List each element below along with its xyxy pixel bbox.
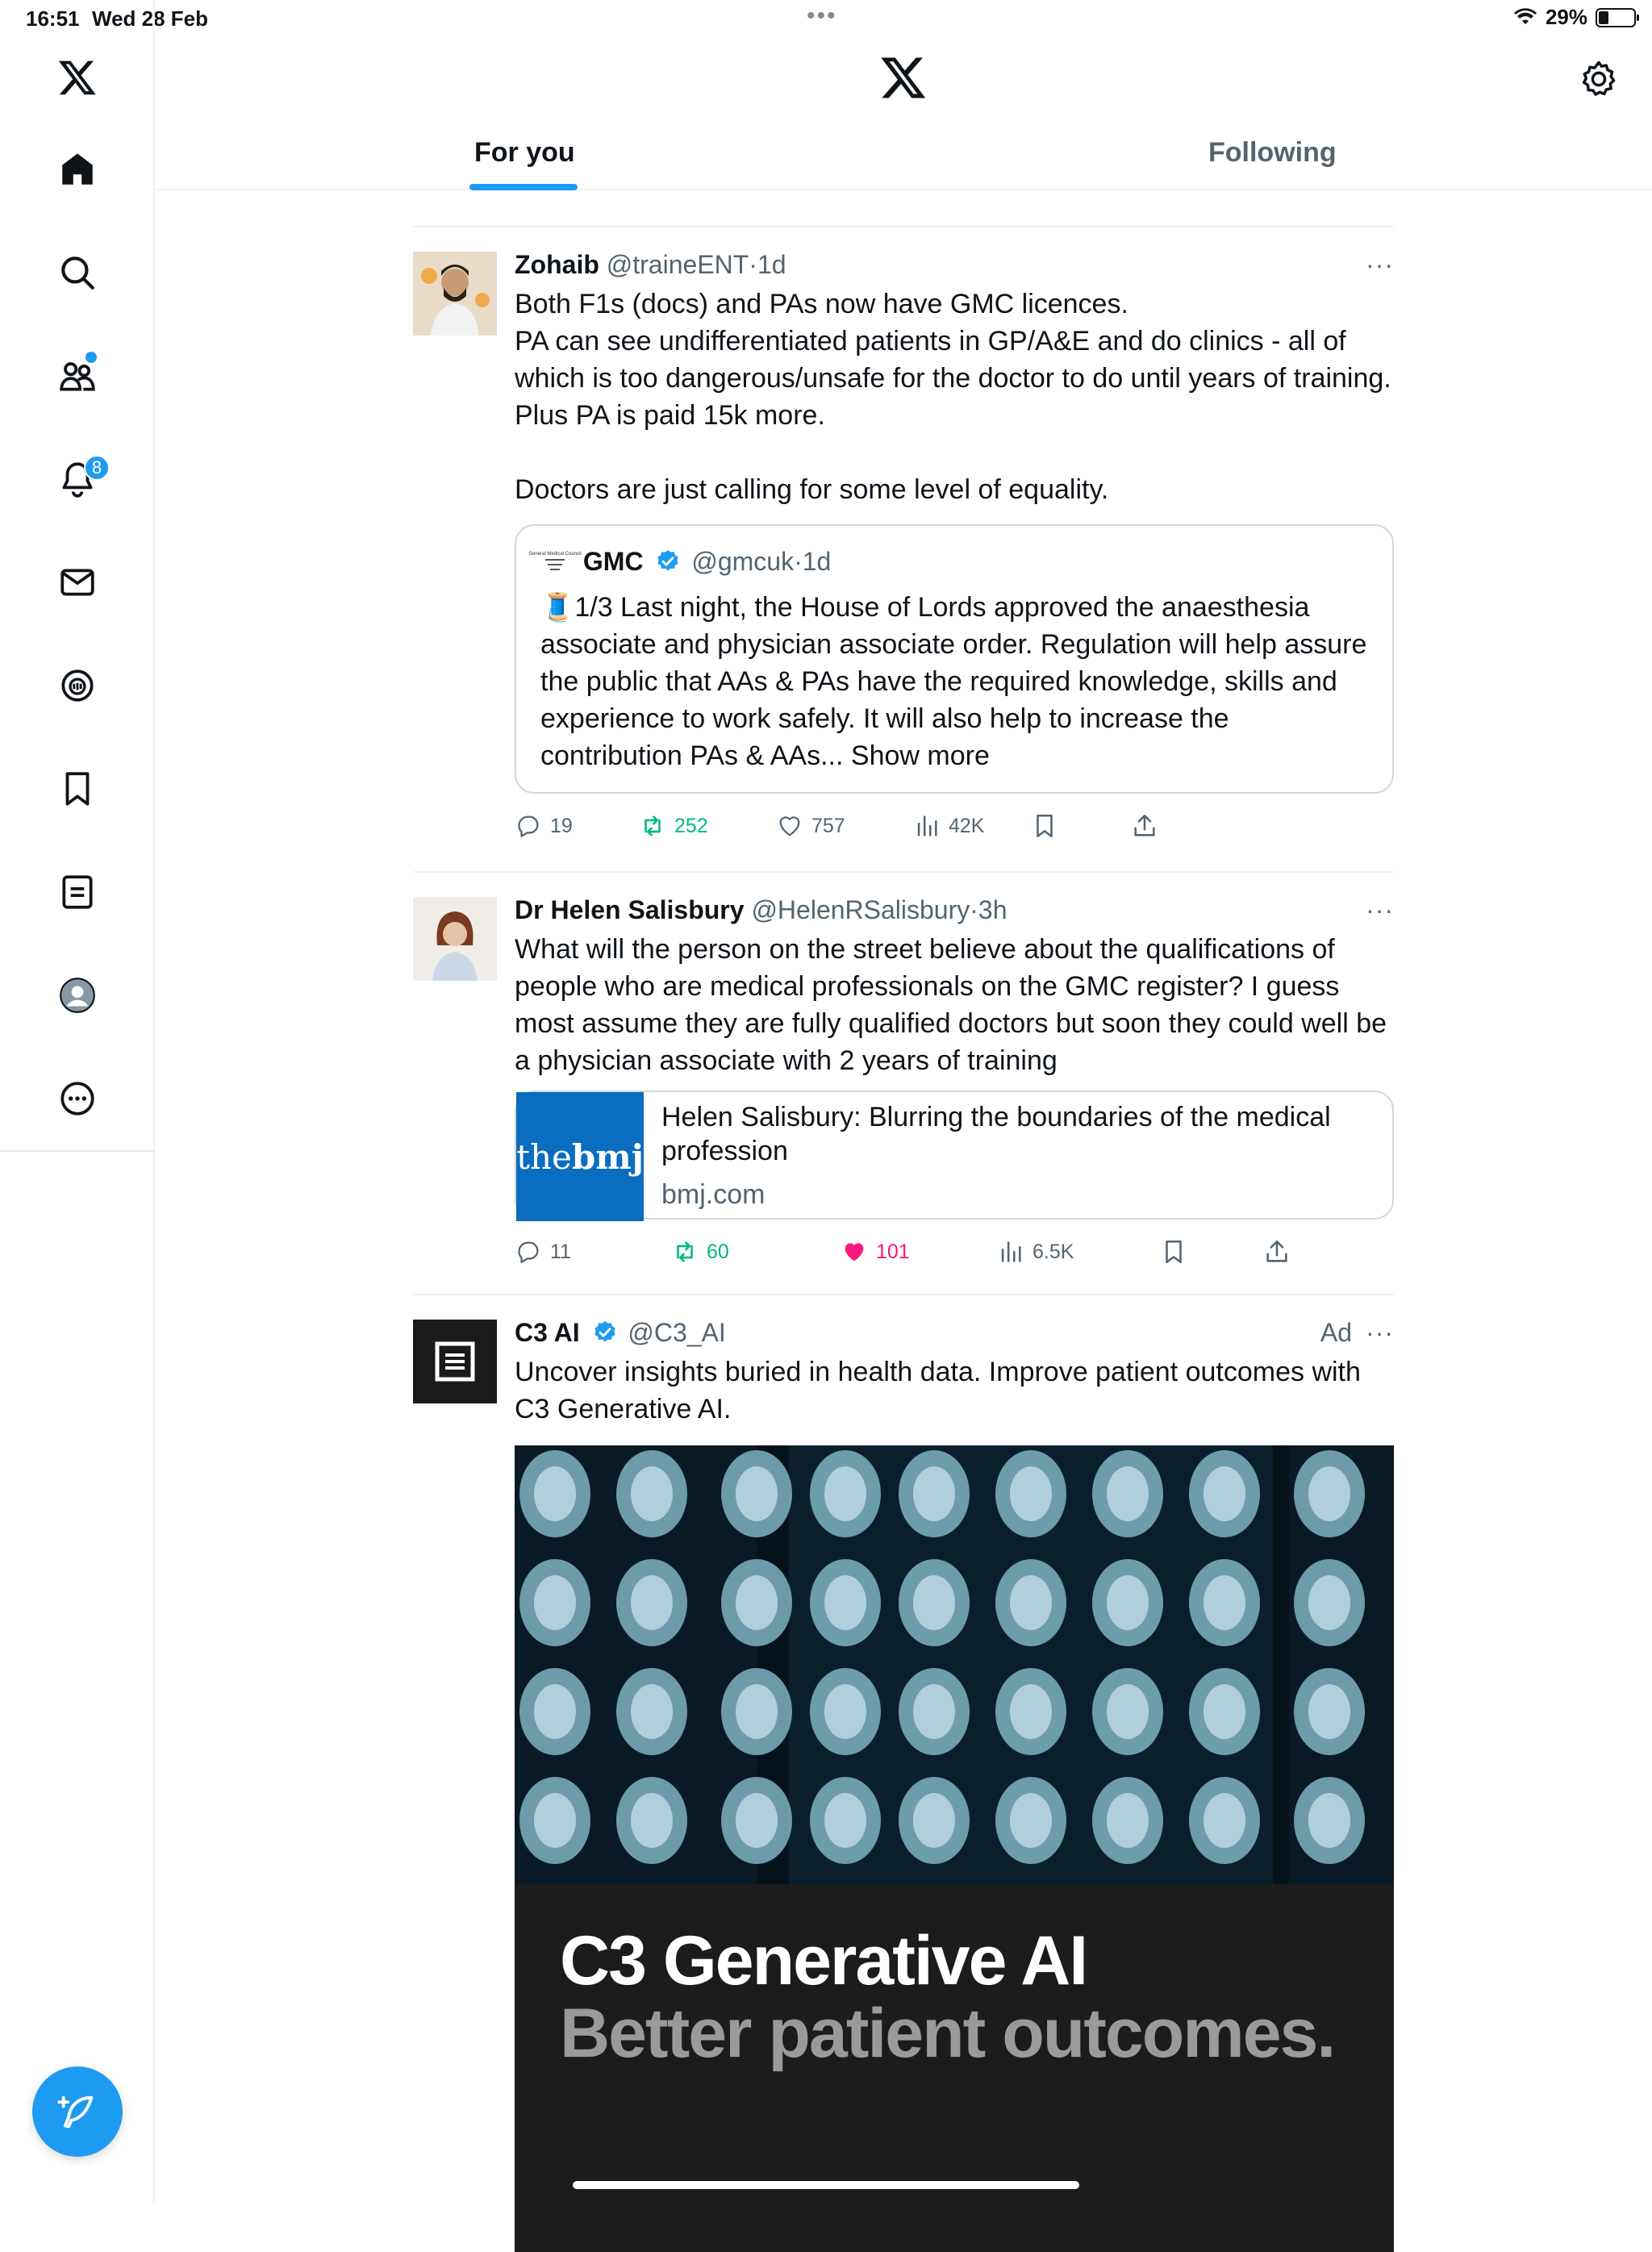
- battery-percent: 29%: [1545, 5, 1587, 29]
- brain-scan-slice-inner: [736, 1793, 778, 1848]
- author-name[interactable]: Zohaib: [515, 250, 599, 279]
- brain-scan-image: [515, 1445, 1394, 1884]
- tweet-text: Uncover insights buried in health data. Improve patient outcomes with C3 Generative AI.: [515, 1357, 1369, 1424]
- tweet-time[interactable]: 1d: [757, 250, 786, 279]
- brain-scan-slice-inner: [824, 1793, 866, 1848]
- verified-badge-icon: [655, 548, 681, 574]
- settings-gear-icon[interactable]: [1578, 58, 1620, 100]
- repost-count: 252: [674, 814, 708, 837]
- like-count: 101: [876, 1240, 910, 1263]
- brain-scan-slice-inner: [1204, 1684, 1245, 1739]
- repost-button[interactable]: [639, 802, 708, 850]
- author-handle[interactable]: @C3_AI: [628, 1318, 726, 1347]
- bookmarks-icon[interactable]: [52, 763, 103, 815]
- repost-count: 60: [707, 1240, 729, 1263]
- x-header-logo-icon[interactable]: [879, 53, 928, 102]
- ad-headline-secondary: Better patient outcomes.: [560, 1995, 1335, 2072]
- views-count: 42K: [949, 814, 985, 837]
- wifi-icon: [1513, 8, 1537, 27]
- reply-button[interactable]: [515, 802, 573, 850]
- more-options-icon[interactable]: ···: [1366, 895, 1394, 924]
- link-domain: bmj.com: [661, 1179, 766, 1210]
- brain-scan-slice-inner: [1308, 1684, 1350, 1739]
- brain-scan-slice-inner: [736, 1575, 778, 1630]
- more-options-icon[interactable]: ···: [1366, 250, 1394, 279]
- reply-count: 19: [550, 814, 573, 837]
- gmc-logo-icon: [528, 546, 582, 575]
- quote-header: [528, 544, 1368, 579]
- repost-icon: [671, 1238, 699, 1266]
- brain-scan-slice-inner: [534, 1575, 576, 1630]
- status-bar: [0, 0, 1652, 39]
- brain-scan-slice-inner: [631, 1575, 673, 1630]
- more-icon[interactable]: [52, 1073, 103, 1124]
- brain-scan-slice-inner: [1204, 1466, 1245, 1521]
- views-button[interactable]: [913, 802, 984, 850]
- status-right: [1513, 5, 1636, 30]
- link-title: Helen Salisbury: Blurring the boundaries of the medical profession: [661, 1102, 1331, 1166]
- tweet[interactable]: [413, 874, 1394, 1295]
- ad-label: Ad: [1320, 1318, 1352, 1347]
- tab-for-you[interactable]: For you: [474, 137, 575, 168]
- battery-icon: [1596, 8, 1636, 27]
- separator: ·: [970, 895, 978, 924]
- quote-author-name[interactable]: GMC: [582, 547, 644, 576]
- gmc-logo-text: General Medical Council: [528, 552, 582, 557]
- grok-icon[interactable]: [52, 660, 103, 711]
- brain-scan-slice-inner: [1010, 1793, 1052, 1848]
- verified-badge-icon: [592, 1320, 618, 1345]
- brain-scan-slice-inner: [1010, 1684, 1052, 1739]
- brain-scan-slice-inner: [736, 1466, 778, 1521]
- brain-scan-slice-inner: [1204, 1575, 1245, 1630]
- brain-scan-slice-inner: [1107, 1575, 1149, 1630]
- like-button[interactable]: [776, 802, 845, 850]
- brain-scan-slice-inner: [913, 1793, 955, 1848]
- reply-count: 11: [550, 1240, 571, 1263]
- brain-scan-slice-inner: [824, 1466, 866, 1521]
- brain-scan-slice-inner: [1308, 1575, 1350, 1630]
- brain-scan-slice-inner: [1308, 1793, 1350, 1848]
- bookmark-button[interactable]: [1031, 802, 1058, 850]
- brain-scan-slice-inner: [913, 1575, 955, 1630]
- x-logo-icon[interactable]: [52, 52, 103, 103]
- bookmark-icon: [1031, 812, 1058, 840]
- ad-headline-primary: C3 Generative AI: [560, 1922, 1087, 2000]
- timeline-tabs: [155, 129, 1652, 190]
- messages-icon[interactable]: [52, 557, 103, 608]
- brain-scan-slice-inner: [1107, 1793, 1149, 1848]
- quote-time[interactable]: 1d: [802, 547, 832, 576]
- home-indicator[interactable]: [573, 2181, 1079, 2189]
- ad-media[interactable]: [515, 1445, 1394, 2252]
- separator: ·: [794, 547, 803, 576]
- quote-author-handle[interactable]: @gmcuk: [691, 547, 795, 576]
- share-icon: [1131, 812, 1158, 840]
- brain-scan-slice-inner: [1204, 1793, 1245, 1848]
- link-preview-card[interactable]: [515, 1091, 1394, 1220]
- brain-scan-slice-inner: [631, 1466, 673, 1521]
- brain-scan-slice-inner: [913, 1684, 955, 1739]
- notifications-badge: 8: [84, 455, 110, 481]
- separator: ·: [749, 250, 757, 279]
- bmj-logo-prefix: the: [516, 1136, 572, 1177]
- brain-scan-slice-inner: [631, 1684, 673, 1739]
- brain-scan-slice-inner: [824, 1575, 866, 1630]
- tweet-time[interactable]: 3h: [978, 895, 1007, 924]
- heart-icon: [776, 812, 803, 840]
- avatar[interactable]: [413, 252, 497, 336]
- reply-button[interactable]: [515, 1228, 571, 1276]
- avatar[interactable]: [413, 1320, 497, 1403]
- status-date: Wed 28 Feb: [92, 6, 209, 31]
- repost-button[interactable]: [671, 1228, 729, 1276]
- lists-icon[interactable]: [52, 866, 103, 918]
- author-handle[interactable]: @traineENT: [606, 250, 749, 279]
- promoted-tweet[interactable]: [413, 1297, 1394, 2204]
- bmj-logo: [516, 1092, 644, 1221]
- tweet-actions: [515, 802, 1394, 850]
- sidebar: [0, 0, 155, 2204]
- share-button[interactable]: [1131, 802, 1158, 850]
- brain-scan-slice-inner: [736, 1684, 778, 1739]
- home-icon[interactable]: [52, 144, 103, 195]
- tweet-header: [515, 892, 1394, 928]
- compose-button[interactable]: [32, 2066, 123, 2157]
- views-button[interactable]: [997, 1228, 1074, 1276]
- tab-following[interactable]: Following: [1208, 137, 1337, 168]
- author-name[interactable]: Dr Helen Salisbury: [515, 895, 745, 924]
- brain-scan-slice-inner: [631, 1793, 673, 1848]
- brain-scan-slice-inner: [1010, 1575, 1052, 1630]
- bookmark-button[interactable]: [1160, 1228, 1187, 1276]
- brain-scan-slice-inner: [1107, 1684, 1149, 1739]
- communities-dot-badge: [86, 352, 97, 363]
- reply-icon: [515, 1238, 542, 1266]
- views-count: 6.5K: [1032, 1240, 1074, 1263]
- views-chart-icon: [997, 1238, 1024, 1266]
- active-tab-indicator: [469, 184, 578, 190]
- more-options-icon[interactable]: ···: [1366, 1318, 1394, 1347]
- brain-scan-slice-inner: [534, 1684, 576, 1739]
- tweet-actions: [515, 1228, 1394, 1276]
- previous-tweet-actions: [413, 190, 1394, 227]
- tweet-header: [515, 247, 1394, 282]
- brain-scan-slice-inner: [1308, 1466, 1350, 1521]
- search-icon[interactable]: [52, 247, 103, 298]
- views-chart-icon: [913, 812, 941, 840]
- brain-scan-slice-inner: [534, 1793, 576, 1848]
- quote-text: 🧵1/3 Last night, the House of Lords approved the anaesthesia associate and physician associate order. Regulation will help assure the public that AAs & PAs have the required knowledge, skills and experience to work safely. It will also help to increase the contribution PAs & AAs... Show more: [540, 592, 1375, 771]
- reply-icon: [515, 812, 542, 840]
- tweet[interactable]: [413, 229, 1394, 873]
- brain-scan-slice-inner: [1107, 1466, 1149, 1521]
- compose-feather-icon: [56, 2091, 98, 2133]
- share-button[interactable]: [1263, 1228, 1291, 1276]
- like-count: 757: [811, 814, 845, 837]
- author-name[interactable]: C3 AI: [515, 1318, 580, 1347]
- tweet-text: Both F1s (docs) and PAs now have GMC licences. PA can see undifferentiated patients in GP/A&E and do clinics - all of which is too dangerous/unsafe for the doctor to do until years of training. Plus PA is paid 15k more. Doctors are just calling for some level of equality.: [515, 289, 1391, 505]
- bmj-logo-bold: bmj: [571, 1136, 644, 1177]
- heart-filled-icon: [841, 1238, 868, 1266]
- like-button[interactable]: [841, 1228, 910, 1276]
- tweet-text: What will the person on the street believe about the qualifications of people who are medical professionals on the GMC register? I guess most assume they are fully qualified doctors but soon they could well be a physician associate with 2 years of training: [515, 934, 1395, 1076]
- bookmark-icon: [1160, 1238, 1187, 1266]
- quote-tweet-card[interactable]: [515, 524, 1394, 794]
- brain-scan-slice-inner: [824, 1684, 866, 1739]
- avatar[interactable]: [413, 897, 497, 981]
- sidebar-divider: [0, 1150, 155, 1152]
- tweet-header: [515, 1315, 1394, 1350]
- share-icon: [1263, 1238, 1291, 1266]
- repost-icon: [639, 812, 666, 840]
- status-time: 16:51: [26, 6, 80, 31]
- brain-scan-slice-inner: [913, 1466, 955, 1521]
- author-handle[interactable]: @HelenRSalisbury: [751, 895, 970, 924]
- brain-scan-slice-inner: [1010, 1466, 1052, 1521]
- multitasking-dots-icon[interactable]: •••: [807, 2, 837, 29]
- brain-scan-slice-inner: [534, 1466, 576, 1521]
- profile-icon[interactable]: [52, 970, 103, 1021]
